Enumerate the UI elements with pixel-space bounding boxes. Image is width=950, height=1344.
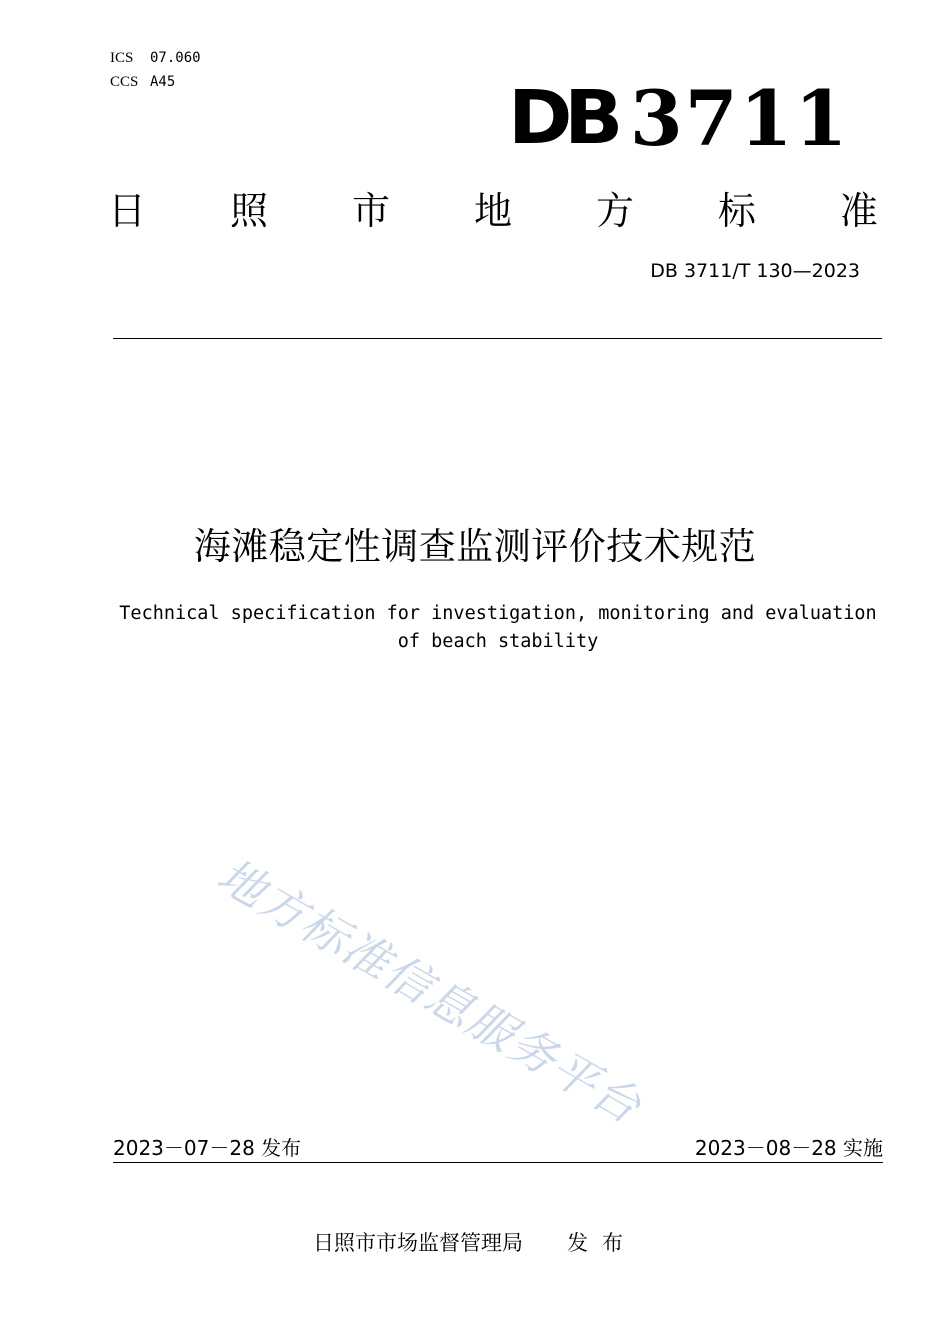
standard-type-char: 日 <box>108 189 147 233</box>
standard-type-char: 方 <box>595 189 634 233</box>
document-title-english <box>110 600 886 656</box>
db-letters: DB <box>508 75 615 161</box>
ccs-row <box>110 70 201 94</box>
standard-type-char: 照 <box>229 189 268 233</box>
issue-date: 2023－07－28 发布 <box>113 1136 302 1160</box>
publisher-action: 发布 <box>567 1231 637 1255</box>
publisher-line <box>0 1227 950 1257</box>
date-row <box>113 1132 883 1161</box>
ics-label: ICS <box>110 50 134 66</box>
standard-type-char: 准 <box>839 189 878 233</box>
ics-row <box>110 46 201 70</box>
db-region-number: 3711 <box>629 73 850 163</box>
standard-type-heading <box>108 180 878 235</box>
bottom-divider <box>113 1162 883 1163</box>
title-en-line: Technical specification for investigation, monitoring and evaluation <box>119 603 877 624</box>
top-divider <box>113 338 882 339</box>
title-en-line: of beach stability <box>397 631 599 652</box>
standard-type-char: 标 <box>717 189 756 233</box>
document-title-chinese: 海滩稳定性调查监测评价技术规范 <box>193 525 757 568</box>
watermark: 地方标准信息服务平台 <box>208 847 652 1135</box>
standard-type-char: 地 <box>473 189 512 233</box>
ccs-label: CCS <box>110 74 139 90</box>
db-code-logo <box>508 73 850 163</box>
standard-number: DB 3711/T 130—2023 <box>650 260 860 282</box>
implementation-date: 2023－08－28 实施 <box>694 1136 883 1160</box>
ccs-value: A45 <box>150 74 176 90</box>
ics-value: 07.060 <box>150 50 201 66</box>
publisher-name: 日照市市场监督管理局 <box>313 1231 523 1255</box>
standard-type-char: 市 <box>351 189 390 233</box>
classification-codes <box>110 46 201 94</box>
